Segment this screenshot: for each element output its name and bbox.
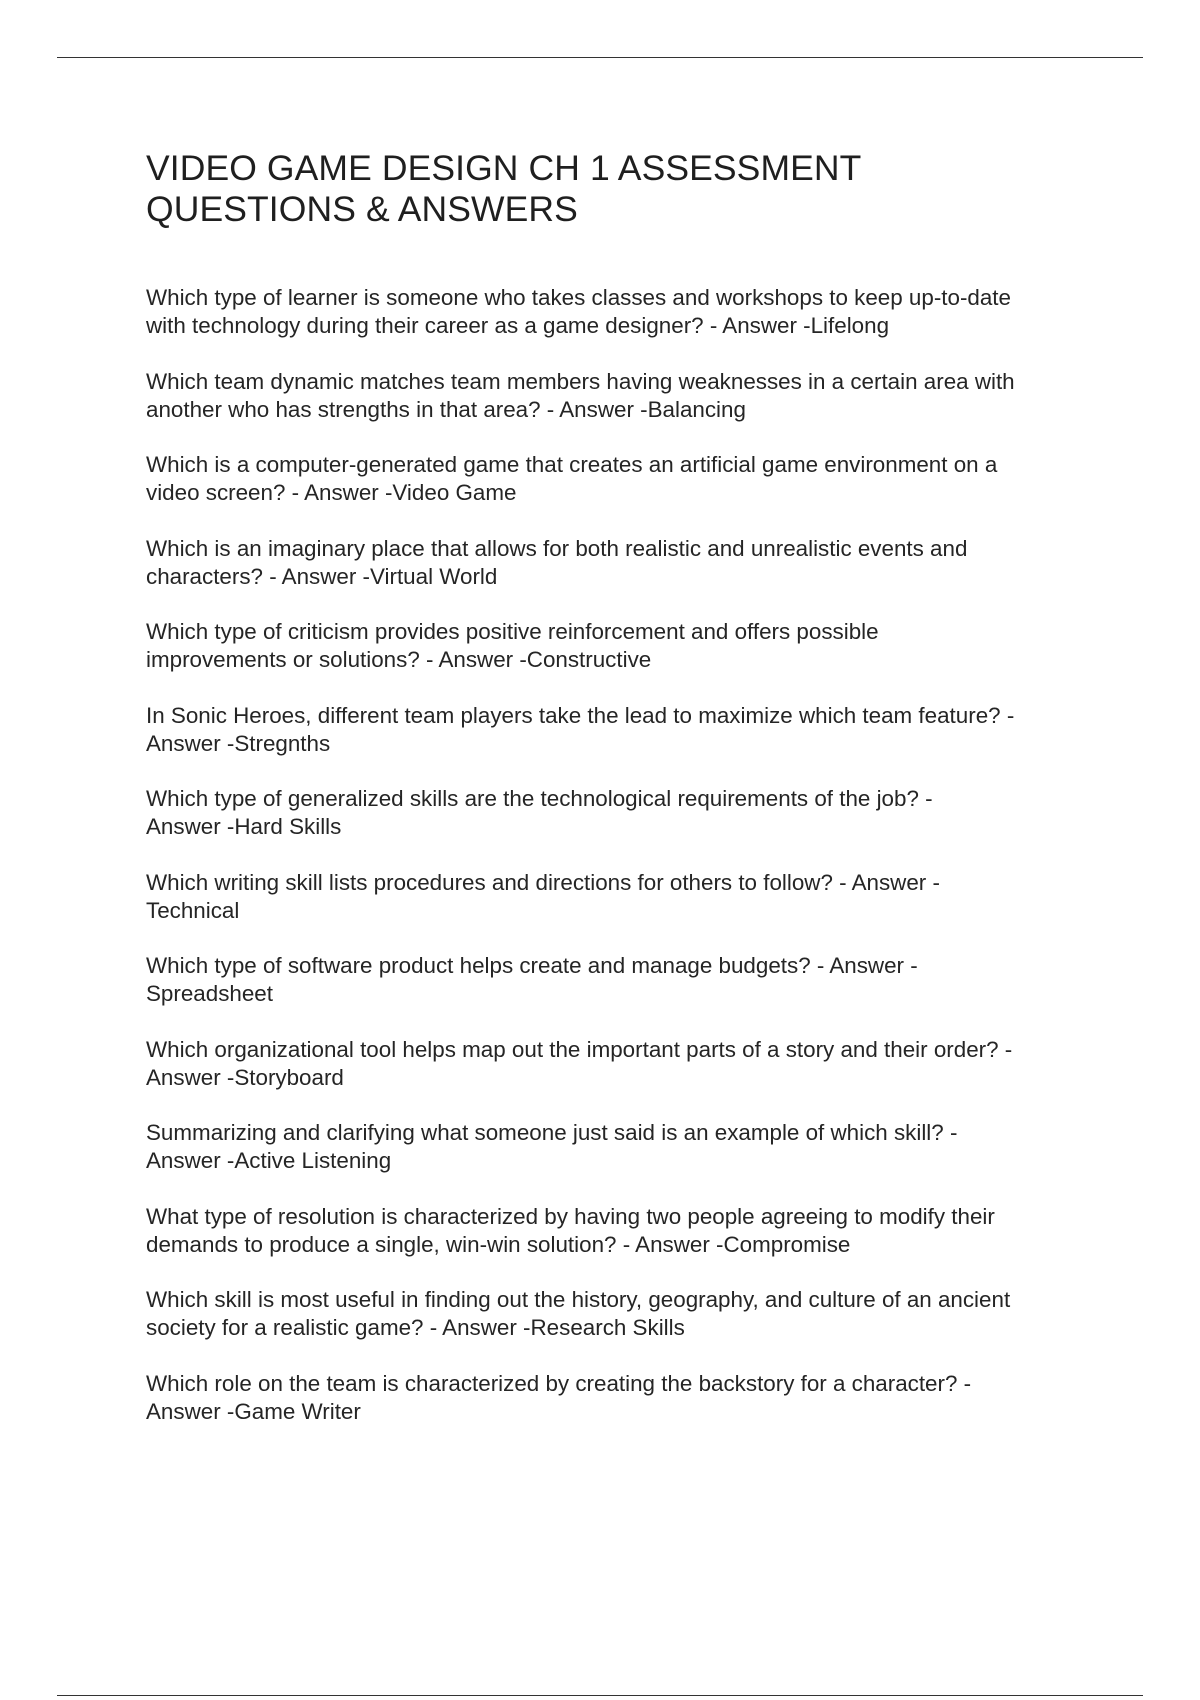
qa-item: Which organizational tool helps map out the important parts of a story and their order? - Answer -Storyboard: [146, 1036, 1013, 1090]
qa-item: Which type of software product helps create and manage budgets? - Answer - Spreadsheet: [146, 953, 918, 1006]
qa-item: Which team dynamic matches team members having weaknesses in a certain area with another who has strengths in that area? - Answer -Balancing: [146, 368, 1015, 422]
qa-item: Which is a computer-generated game that creates an artificial game environment on a video screen? - Answer -Video Game: [146, 452, 998, 505]
qa-item: What type of resolution is characterized by having two people agreeing to modify their demands to produce a single, win-win solution? - Answer -Compromise: [146, 1203, 995, 1257]
qa-list: [146, 284, 1096, 1426]
qa-item: Which writing skill lists procedures and directions for others to follow? - Answer - Technical: [146, 869, 940, 923]
title-line-1: VIDEO GAME DESIGN CH 1 ASSESSMENT: [146, 148, 862, 188]
document-body: [146, 148, 1096, 1453]
document-title: [146, 148, 1096, 230]
qa-item: Which role on the team is characterized by creating the backstory for a character? - Answer -Game Writer: [146, 1370, 972, 1424]
bottom-divider: [57, 1695, 1143, 1696]
qa-item: Summarizing and clarifying what someone just said is an example of which skill? - Answer -Active Listening: [146, 1120, 958, 1173]
qa-item: Which type of generalized skills are the technological requirements of the job? - Answer -Hard Skills: [146, 786, 933, 839]
qa-item: Which type of learner is someone who takes classes and workshops to keep up-to-date with technology during their career as a game designer? - Answer -Lifelong: [146, 285, 1011, 338]
qa-item: Which is an imaginary place that allows for both realistic and unrealistic events and characters? - Answer -Virtual World: [146, 535, 968, 589]
qa-item: Which skill is most useful in finding out the history, geography, and culture of an ancient society for a realistic game? - Answer -Research Skills: [146, 1287, 1011, 1340]
title-line-2: QUESTIONS & ANSWERS: [146, 189, 578, 229]
qa-item: In Sonic Heroes, different team players take the lead to maximize which team feature? - Answer -Stregnths: [146, 702, 1015, 756]
top-divider: [57, 57, 1143, 58]
qa-item: Which type of criticism provides positive reinforcement and offers possible improvements or solutions? - Answer -Constructive: [146, 619, 879, 672]
